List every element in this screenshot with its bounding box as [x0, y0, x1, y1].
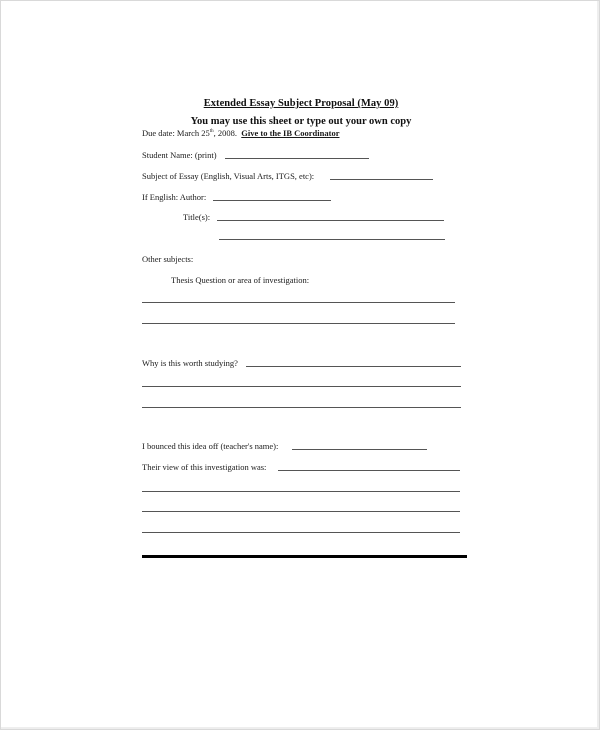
document-subtitle: You may use this sheet or type out your own copy [190, 116, 412, 127]
submission-instruction: Give to the IB Coordinator [241, 128, 340, 138]
bounced-idea-label: I bounced this idea off (teacher's name): [142, 441, 279, 451]
bottom-divider [142, 555, 467, 558]
thesis-field-1[interactable] [142, 302, 455, 303]
subject-label: Subject of Essay (English, Visual Arts, ITGS, etc): [142, 171, 315, 181]
thesis-label: Thesis Question or area of investigation: [171, 275, 310, 285]
english-author-field[interactable] [213, 200, 331, 201]
document-title: Extended Essay Subject Proposal (May 09) [203, 98, 399, 109]
teacher-name-field[interactable] [292, 449, 427, 450]
due-date-year: , 2008. [213, 128, 238, 138]
due-date-line [142, 128, 339, 138]
worth-studying-field-2[interactable] [142, 386, 461, 387]
titles-label: Title(s): [183, 212, 211, 222]
due-date-superscript: th [209, 129, 214, 135]
other-subjects-label: Other subjects: [142, 254, 194, 264]
their-view-label: Their view of this investigation was: [142, 462, 267, 472]
their-view-field-4[interactable] [142, 532, 460, 533]
english-author-label: If English: Author: [142, 192, 207, 202]
due-date-text: Due date: March 25 [142, 128, 210, 138]
subject-field[interactable] [330, 179, 433, 180]
worth-studying-field-1[interactable] [246, 366, 461, 367]
thesis-field-2[interactable] [142, 323, 455, 324]
worth-studying-label: Why is this worth studying? [142, 358, 238, 368]
worth-studying-field-3[interactable] [142, 407, 461, 408]
their-view-field-3[interactable] [142, 511, 460, 512]
titles-field-1[interactable] [217, 220, 444, 221]
student-name-field[interactable] [225, 158, 369, 159]
their-view-field-1[interactable] [278, 470, 460, 471]
student-name-label: Student Name: (print) [142, 150, 217, 160]
titles-field-2[interactable] [219, 239, 445, 240]
their-view-field-2[interactable] [142, 491, 460, 492]
